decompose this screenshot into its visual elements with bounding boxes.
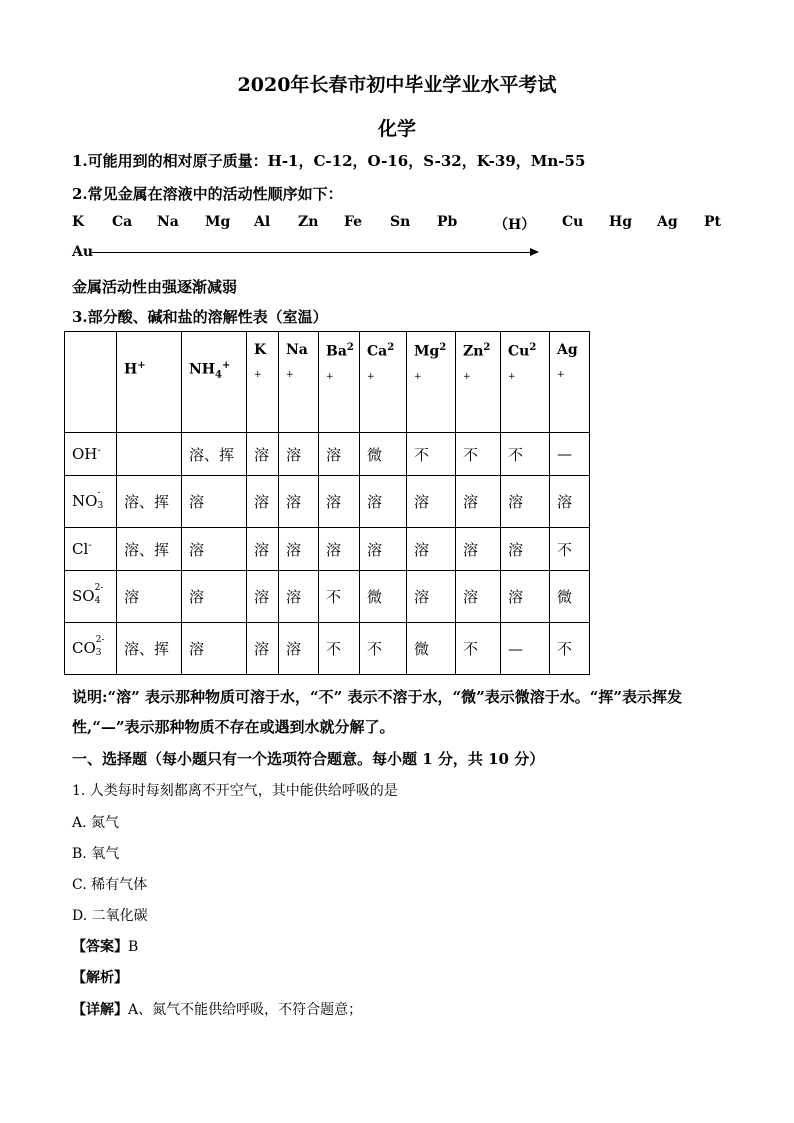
table-cell: 溶 (407, 528, 456, 571)
table-cell: 溶 (247, 528, 279, 571)
metal-ag: Ag (657, 214, 678, 230)
detail-label: 【详解】 (72, 1002, 128, 1018)
analysis-label-text: 【解析】 (72, 970, 128, 986)
metal-pb: Pb (437, 214, 458, 230)
table-cell: 溶 (319, 433, 360, 476)
table-cell: 溶 (182, 623, 247, 675)
table-cell: 微 (407, 623, 456, 675)
table-cell: 溶 (319, 476, 360, 528)
table-row (65, 623, 590, 675)
table-row (65, 476, 590, 528)
table-cell: 溶 (247, 571, 279, 623)
table-cell: 溶 (247, 476, 279, 528)
table-cell: 溶 (247, 433, 279, 476)
table-cell: 溶 (117, 571, 182, 623)
section-heading: 一、选择题（每小题只有一个选项符合题意。每小题 1 分，共 10 分） (72, 750, 545, 768)
table-cell: — (550, 433, 590, 476)
table-cell: 不 (550, 528, 590, 571)
metal-zn: Zn (298, 214, 319, 230)
answer-line (72, 936, 138, 956)
cation-zn: $Zn^2$ + (456, 332, 501, 433)
answer-value: B (128, 939, 139, 955)
cation-k: K + (247, 332, 279, 433)
table-cell: 不 (319, 623, 360, 675)
metal-hg: Hg (609, 214, 633, 230)
explanation-line-1: 说明:“溶” 表示那种物质可溶于水，“不” 表示不溶于水，“微”表示微溶于水。“挥”表示挥发 (72, 688, 683, 706)
cation-mg: $Mg^2$ + (407, 332, 456, 433)
table-cell: 溶 (407, 476, 456, 528)
table-cell: 溶、挥 (117, 623, 182, 675)
metal-au: Au (72, 244, 94, 260)
table-cell: 不 (407, 433, 456, 476)
detail-text: A、氮气不能供给呼吸，不符合题意； (128, 1002, 363, 1018)
table-cell: 溶 (182, 476, 247, 528)
metal-pt: Pt (704, 214, 721, 230)
table-cell: 溶 (279, 528, 319, 571)
metal-ca: Ca (112, 214, 133, 230)
question-1: 1. 人类每时每刻都离不开空气，其中能供给呼吸的是 (72, 783, 398, 799)
answer-label: 【答案】 (72, 939, 128, 955)
option-a: A. 氮气 (72, 815, 120, 831)
table-cell: 微 (360, 571, 407, 623)
table-row (65, 433, 590, 476)
atomic-mass-line: 1.可能用到的相对原子质量：H-1，C-12，O-16，S-32，K-39，Mn-55 (72, 152, 586, 170)
table-cell: 溶 (501, 528, 550, 571)
metal-sn: Sn (390, 214, 411, 230)
cation-ca: $Ca^2$ + (360, 332, 407, 433)
page-title: 2020年长春市初中毕业学业水平考试 (237, 74, 557, 96)
table-cell: 溶、挥 (182, 433, 247, 476)
activity-arrow-head-icon (530, 248, 539, 256)
table-cell: 溶 (456, 571, 501, 623)
table-cell: 溶、挥 (117, 476, 182, 528)
table-cell: 不 (456, 623, 501, 675)
option-d: D. 二氧化碳 (72, 908, 148, 924)
table-cell: 溶 (501, 476, 550, 528)
anion-oh: OH- (65, 433, 117, 476)
cation-na: Na + (279, 332, 319, 433)
anion-no3: NO - 3 (65, 476, 117, 528)
anion-cl: Cl- (65, 528, 117, 571)
table-cell: 溶 (456, 528, 501, 571)
table-cell: 溶 (501, 571, 550, 623)
activity-series-heading: 2.常见金属在溶液中的活动性顺序如下： (72, 185, 343, 203)
table-cell: 溶 (550, 476, 590, 528)
table-corner-cell (65, 332, 117, 433)
detail-line (72, 999, 362, 1019)
activity-note: 金属活动性由强逐渐减弱 (72, 278, 238, 296)
option-b: B. 氧气 (72, 846, 120, 862)
metal-mg: Mg (205, 214, 231, 230)
table-cell: 微 (360, 433, 407, 476)
table-cell: 溶、挥 (117, 528, 182, 571)
activity-arrow-line (92, 252, 532, 253)
anion-co3: CO 2- 3 (65, 623, 117, 675)
metal-cu: Cu (562, 214, 584, 230)
cation-nh4: $NH_4^+$ (182, 332, 247, 433)
table-cell: 溶 (360, 528, 407, 571)
solubility-table-heading: 3.部分酸、碱和盐的溶解性表（室温） (72, 308, 328, 326)
table-cell: — (501, 623, 550, 675)
anion-so4: SO 2- 4 (65, 571, 117, 623)
table-cell: 不 (456, 433, 501, 476)
table-cell (117, 433, 182, 476)
solubility-table (64, 331, 590, 675)
table-header-row (65, 332, 590, 433)
table-cell: 溶 (182, 571, 247, 623)
table-cell: 不 (360, 623, 407, 675)
table-cell: 溶 (279, 433, 319, 476)
table-cell: 溶 (182, 528, 247, 571)
subject-title: 化学 (377, 118, 416, 140)
option-c: C. 稀有气体 (72, 877, 148, 893)
analysis-label (72, 967, 128, 987)
table-cell: 不 (319, 571, 360, 623)
metal-al: Al (254, 214, 271, 230)
table-cell: 溶 (456, 476, 501, 528)
metal-na: Na (157, 214, 179, 230)
table-cell: 溶 (407, 571, 456, 623)
metal-k: K (72, 214, 85, 230)
metal-h: （H） (494, 217, 536, 233)
table-cell: 溶 (279, 571, 319, 623)
table-cell: 溶 (319, 528, 360, 571)
table-row (65, 571, 590, 623)
cation-ag: Ag + (550, 332, 590, 433)
table-cell: 溶 (279, 623, 319, 675)
table-cell: 溶 (360, 476, 407, 528)
table-cell: 溶 (247, 623, 279, 675)
cation-cu: $Cu^2$ + (501, 332, 550, 433)
explanation-line-2: 性,“—”表示那种物质不存在或遇到水就分解了。 (72, 718, 395, 736)
cation-h: H+ (117, 332, 182, 433)
table-row (65, 528, 590, 571)
table-cell: 溶 (279, 476, 319, 528)
table-cell: 不 (501, 433, 550, 476)
metal-fe: Fe (344, 214, 363, 230)
cation-ba: $Ba^2$ + (319, 332, 360, 433)
table-cell: 不 (550, 623, 590, 675)
table-cell: 微 (550, 571, 590, 623)
